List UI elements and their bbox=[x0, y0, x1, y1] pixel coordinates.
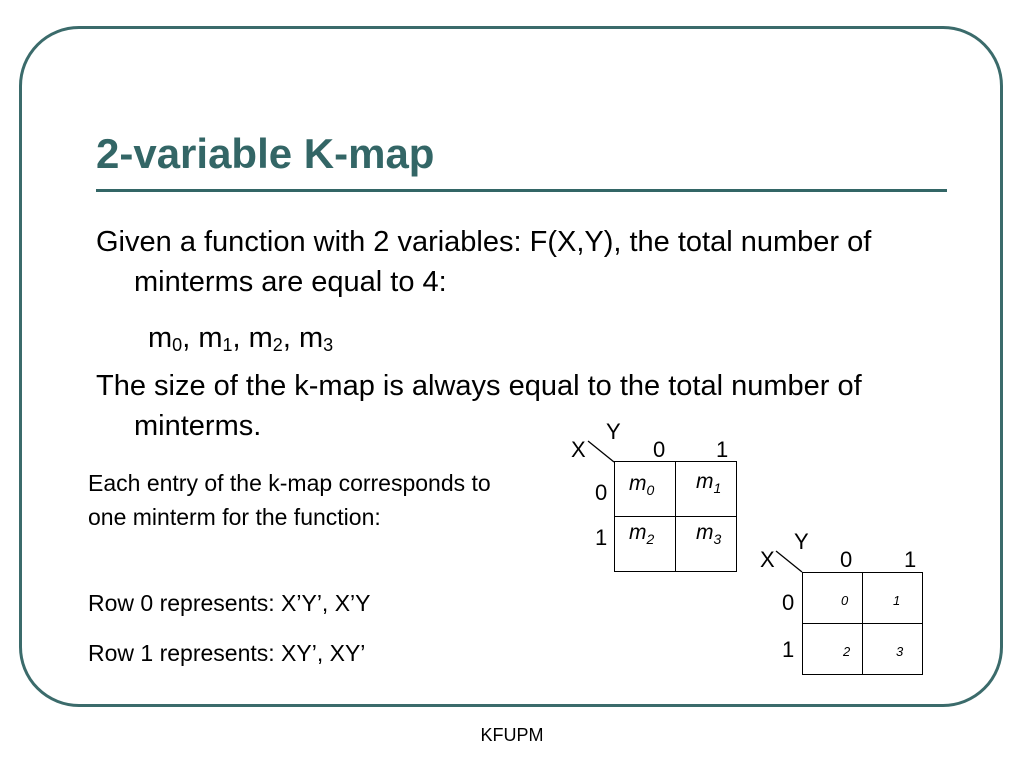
minterm-m3: $m_3$ bbox=[298, 322, 334, 355]
kmap1-col-label: 1 bbox=[716, 437, 729, 462]
kmap2-row-label: 1 bbox=[782, 637, 795, 662]
bullet-minterm-count: Given a function with 2 variables: F(X,Y), the total number of minterms are equal to 4: bbox=[96, 226, 872, 298]
row1-description: Row 1 represents: XY’, XY’ bbox=[88, 640, 366, 666]
kmap1-col-variable: Y bbox=[606, 419, 621, 444]
kmap1-cell: $m_2$ bbox=[615, 517, 676, 572]
kmap1-grid bbox=[614, 461, 737, 572]
entry-description: Each entry of the k-map corresponds to one minterm for the function: bbox=[88, 470, 491, 530]
kmap2-row-label: 0 bbox=[782, 590, 795, 615]
kmap2-col-label: 0 bbox=[840, 547, 853, 572]
kmap2-row-variable: X bbox=[760, 547, 775, 572]
kmap1-cell: $m_3$ bbox=[676, 517, 737, 572]
kmap2-col-variable: Y bbox=[794, 529, 809, 554]
kmap1-col-label: 0 bbox=[653, 437, 666, 462]
title-underline bbox=[96, 189, 947, 192]
slide-title: 2-variable K-map bbox=[96, 130, 435, 177]
kmap2-cell: 3 bbox=[863, 624, 923, 675]
kmap1-cell: $m_1$ bbox=[676, 462, 737, 517]
footer-label: KFUPM bbox=[480, 725, 544, 745]
minterm-m1: $m_1$, bbox=[198, 322, 249, 355]
row0-description: Row 0 represents: X’Y’, X’Y bbox=[88, 590, 371, 616]
minterm-m2: $m_2$, bbox=[248, 322, 299, 355]
kmap1-row-variable: X bbox=[571, 437, 586, 462]
kmap1-row-label: 1 bbox=[595, 525, 608, 550]
kmap1-cell: $m_0$ bbox=[615, 462, 676, 517]
minterm-m0: $m_0$, bbox=[148, 322, 199, 355]
kmap2-cell: 1 bbox=[863, 573, 923, 624]
kmap1-row-label: 0 bbox=[595, 480, 608, 505]
bullet-kmap-size: The size of the k-map is always equal to the total number of minterms. bbox=[96, 370, 862, 442]
minterm-list bbox=[148, 318, 333, 365]
kmap2-cell: 0 bbox=[803, 573, 863, 624]
kmap2-cell: 2 bbox=[803, 624, 863, 675]
kmap2-grid bbox=[802, 572, 923, 675]
kmap2-col-label: 1 bbox=[904, 547, 917, 572]
